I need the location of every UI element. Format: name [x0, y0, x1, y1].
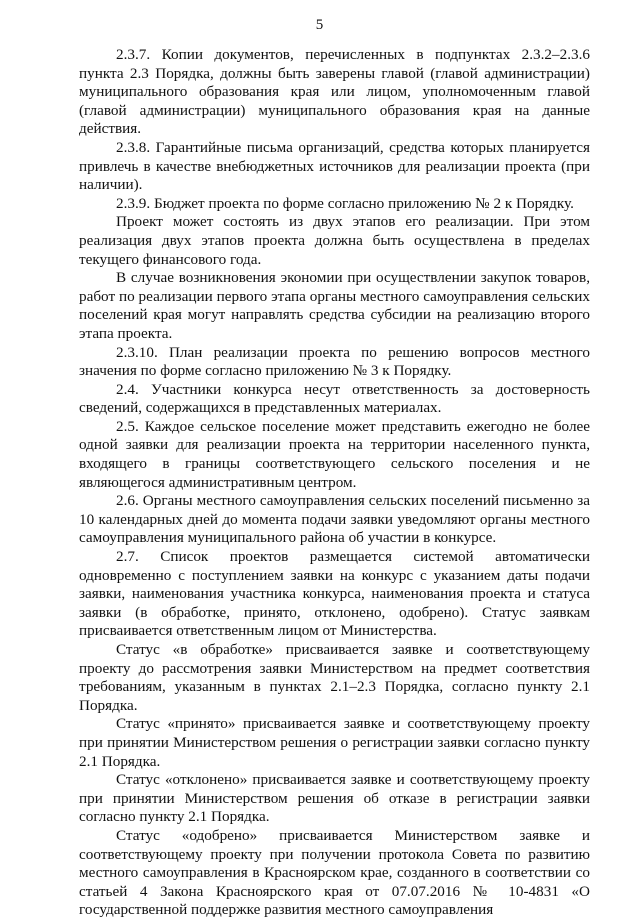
paragraph-2-3-7: 2.3.7. Копии документов, перечисленных в подпунктах 2.3.2–2.3.6 пункта 2.3 Порядка, должны быть заверены главой (главой администрации) муниципального образования края или лицом, уполномоченным главой (главой администрации) муниципального образования края на данные действия.: [79, 46, 590, 138]
paragraph-2-4: 2.4. Участники конкурса несут ответственность за достоверность сведений, содержащихся в представленных материалах.: [79, 380, 590, 417]
paragraph-status-processing: Статус «в обработке» присваивается заявке и соответствующему проекту до рассмотрения заявки Министерством на предмет соответствия требованиям, указанным в пунктах 2.1–2.3 Порядка, согласно пункту 2.1 Порядка.: [79, 641, 590, 714]
paragraph-2-7: 2.7. Список проектов размещается системой автоматически одновременно с поступлением заявки на конкурс с указанием даты подачи заявки, наименования участника конкурса, наименования проекта и статуса заявки (в обработке, принято, отклонено, одобрено). Статус заявкам присваивается ответственным лицом от Министерства.: [79, 548, 590, 640]
paragraph-2-3-8: 2.3.8. Гарантийные письма организаций, средства которых планируется привлечь в качестве внебюджетных источников для реализации проекта (при наличии).: [79, 138, 590, 194]
paragraph-2-3-10: 2.3.10. План реализации проекта по решению вопросов местного значения по форме согласно приложению № 3 к Порядку.: [79, 343, 590, 380]
paragraph-status-approved: Статус «одобрено» присваивается Министерством заявке и соответствующему проекту при получении протокола Совета по развитию местного самоуправления в Красноярском крае, созданного в соответствии со статьей 4 Закона Красноярского края от 07.07.2016 № 10-4831 «О государственной поддержке развития местного самоуправления: [79, 826, 590, 919]
paragraph-2-5: 2.5. Каждое сельское поселение может представить ежегодно не более одной заявки для реализации проекта на территории населенного пункта, входящего в границы соответствующего сельского поселения и не являющегося административным центром.: [79, 417, 590, 491]
paragraph-status-rejected: Статус «отклонено» присваивается заявке и соответствующему проекту при принятии Министерством решения об отказе в регистрации заявки согласно пункту 2.1 Порядка.: [79, 771, 590, 826]
page-number: 5: [315, 17, 324, 33]
paragraph-project-stages: Проект может состоять из двух этапов его реализации. При этом реализация двух этапов проекта должна быть осуществлена в пределах текущего финансового года.: [79, 213, 590, 268]
paragraph-2-3-9: 2.3.9. Бюджет проекта по форме согласно приложению № 2 к Порядку.: [116, 194, 574, 212]
document-body: [79, 46, 590, 920]
paragraph-savings: В случае возникновения экономии при осуществлении закупок товаров, работ по реализации первого этапа органы местного самоуправления сельских поселений края могут направлять средства субсидии на реализацию второго этапа проекта.: [79, 269, 590, 342]
paragraph-status-accepted: Статус «принято» присваивается заявке и соответствующему проекту при принятии Министерством решения о регистрации заявки согласно пункту 2.1 Порядка.: [79, 715, 590, 770]
paragraph-2-6: 2.6. Органы местного самоуправления сельских поселений письменно за 10 календарных дней до момента подачи заявки уведомляют органы местного самоуправления муниципального района об участии в конкурсе.: [79, 492, 590, 547]
